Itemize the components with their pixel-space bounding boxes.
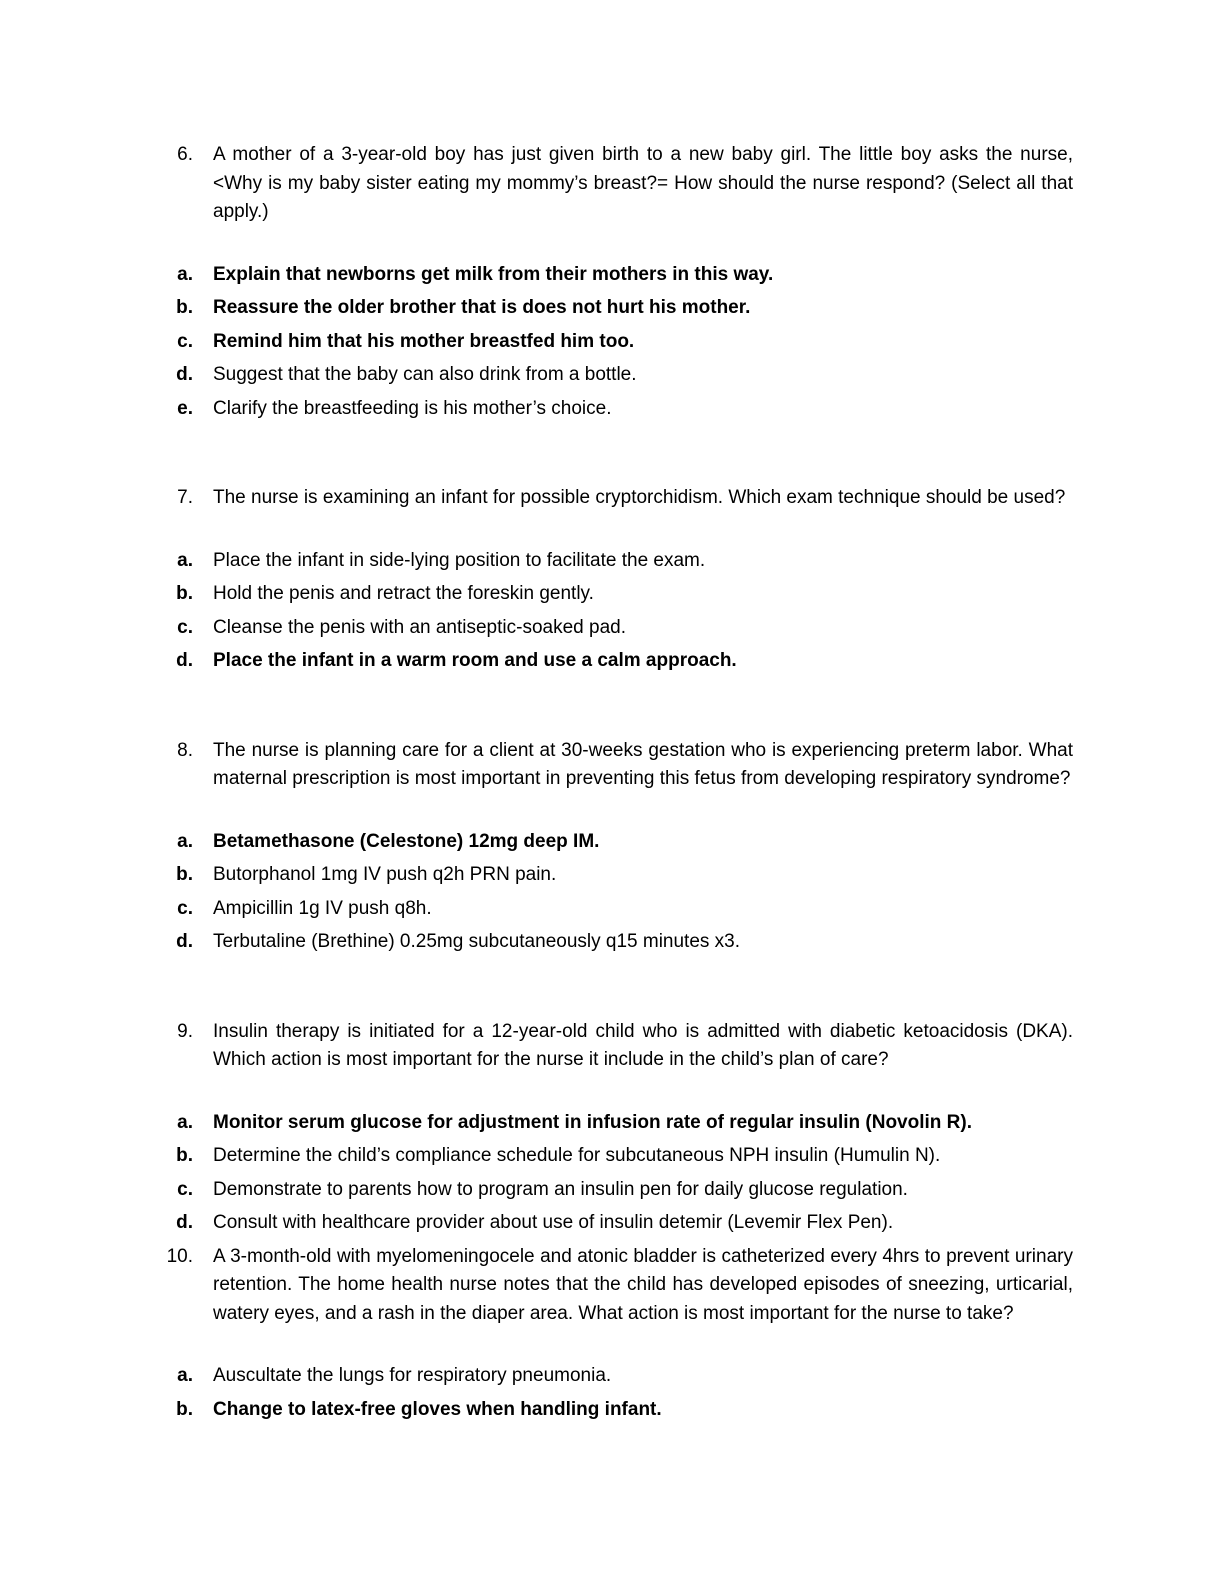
question-item (166, 141, 1073, 423)
question (166, 1018, 1073, 1075)
option-letter: c. (177, 1178, 193, 1200)
option-text: Auscultate the lungs for respiratory pneumonia. (213, 1365, 612, 1386)
option-letter: c. (177, 616, 193, 638)
option-text: Determine the child’s compliance schedule for subcutaneous NPH insulin (Humulin N). (213, 1145, 941, 1166)
question-text: A 3-month-old with myelomeningocele and atonic bladder is catheterized every 4hrs to prevent urinary retention. The home health nurse notes that the child has developed episodes of sneezing, urticarial, watery eyes, and a rash in the diaper area. What action is most important for the nurse to take? (213, 1245, 1073, 1324)
option-letter: e. (177, 397, 193, 419)
question-text: A mother of a 3-year-old boy has just given birth to a new baby girl. The little boy asks the nurse, <Why is my baby sister eating my mommy’s breast?= How should the nurse respond? (Select all that apply.) (213, 144, 1073, 222)
option-letter: a. (177, 1111, 193, 1133)
option-text: Cleanse the penis with an antiseptic-soaked pad. (213, 616, 626, 638)
question-item (166, 484, 1073, 676)
option-letter: a. (177, 549, 193, 571)
option-letter: c. (177, 897, 193, 919)
answer-option (166, 328, 1073, 357)
answer-option (166, 294, 1073, 323)
answer-option (166, 395, 1073, 424)
question (166, 737, 1073, 794)
answer-option (166, 861, 1073, 890)
option-text: Explain that newborns get milk from their mothers in this way. (213, 263, 774, 285)
answer-option (166, 361, 1073, 390)
question-number: 7. (177, 487, 193, 508)
option-letter: b. (176, 1145, 193, 1166)
question-number: 6. (177, 144, 193, 165)
options-list (166, 261, 1073, 424)
option-text: Remind him that his mother breastfed him too. (213, 330, 635, 352)
answer-option (166, 1396, 1073, 1425)
options-list (166, 1109, 1073, 1238)
option-letter: a. (177, 263, 193, 285)
option-letter: d. (176, 650, 193, 671)
question-number: 9. (177, 1020, 193, 1042)
option-letter: d. (176, 931, 193, 952)
question-number: 8. (177, 739, 193, 761)
option-letter: b. (176, 583, 193, 604)
answer-option (166, 1142, 1073, 1171)
option-letter: b. (176, 1398, 193, 1420)
answer-option (166, 547, 1073, 576)
question-text: Insulin therapy is initiated for a 12-year-old child who is admitted with diabetic ketoacidosis (DKA). Which action is most important for the nurse it include in the child’s plan of care? (213, 1020, 1073, 1070)
question-item (166, 737, 1073, 957)
option-letter: d. (176, 364, 193, 385)
option-letter: c. (177, 330, 193, 352)
option-text: Betamethasone (Celestone) 12mg deep IM. (213, 830, 600, 852)
question-item (166, 1018, 1073, 1238)
option-text: Monitor serum glucose for adjustment in infusion rate of regular insulin (Novolin R). (213, 1111, 972, 1133)
options-list (166, 1362, 1073, 1424)
answer-option (166, 580, 1073, 609)
answer-option (166, 1209, 1073, 1238)
option-text: Clarify the breastfeeding is his mother’s choice. (213, 397, 612, 419)
option-text: Terbutaline (Brethine) 0.25mg subcutaneously q15 minutes x3. (213, 931, 741, 952)
question (166, 1243, 1073, 1329)
option-letter: d. (176, 1212, 193, 1233)
option-text: Reassure the older brother that is does not hurt his mother. (213, 297, 751, 318)
option-text: Demonstrate to parents how to program an insulin pen for daily glucose regulation. (213, 1178, 908, 1200)
options-list (166, 828, 1073, 957)
question-item (166, 1243, 1073, 1425)
option-letter: b. (176, 297, 193, 318)
options-list (166, 547, 1073, 676)
answer-option (166, 614, 1073, 643)
option-text: Butorphanol 1mg IV push q2h PRN pain. (213, 864, 557, 885)
question-number: 10. (166, 1245, 193, 1267)
option-text: Ampicillin 1g IV push q8h. (213, 897, 432, 919)
option-text: Suggest that the baby can also drink from a bottle. (213, 364, 637, 385)
answer-option (166, 1109, 1073, 1138)
option-letter: a. (177, 1365, 193, 1386)
answer-option (166, 647, 1073, 676)
answer-option (166, 1176, 1073, 1205)
question (166, 141, 1073, 227)
option-letter: b. (176, 864, 193, 885)
option-letter: a. (177, 830, 193, 852)
option-text: Consult with healthcare provider about use of insulin detemir (Levemir Flex Pen). (213, 1212, 894, 1233)
answer-option (166, 928, 1073, 957)
question-text: The nurse is planning care for a client at 30-weeks gestation who is experiencing preterm labor. What maternal prescription is most important in preventing this fetus from developing respiratory syndrome? (213, 739, 1073, 789)
answer-option (166, 895, 1073, 924)
option-text: Change to latex-free gloves when handling infant. (213, 1398, 662, 1420)
answer-option (166, 261, 1073, 290)
option-text: Place the infant in a warm room and use a calm approach. (213, 650, 737, 671)
option-text: Place the infant in side-lying position to facilitate the exam. (213, 549, 706, 571)
question-text: The nurse is examining an infant for possible cryptorchidism. Which exam technique should be used? (213, 487, 1066, 508)
answer-option (166, 828, 1073, 857)
question (166, 484, 1073, 513)
option-text: Hold the penis and retract the foreskin gently. (213, 583, 594, 604)
answer-option (166, 1362, 1073, 1391)
